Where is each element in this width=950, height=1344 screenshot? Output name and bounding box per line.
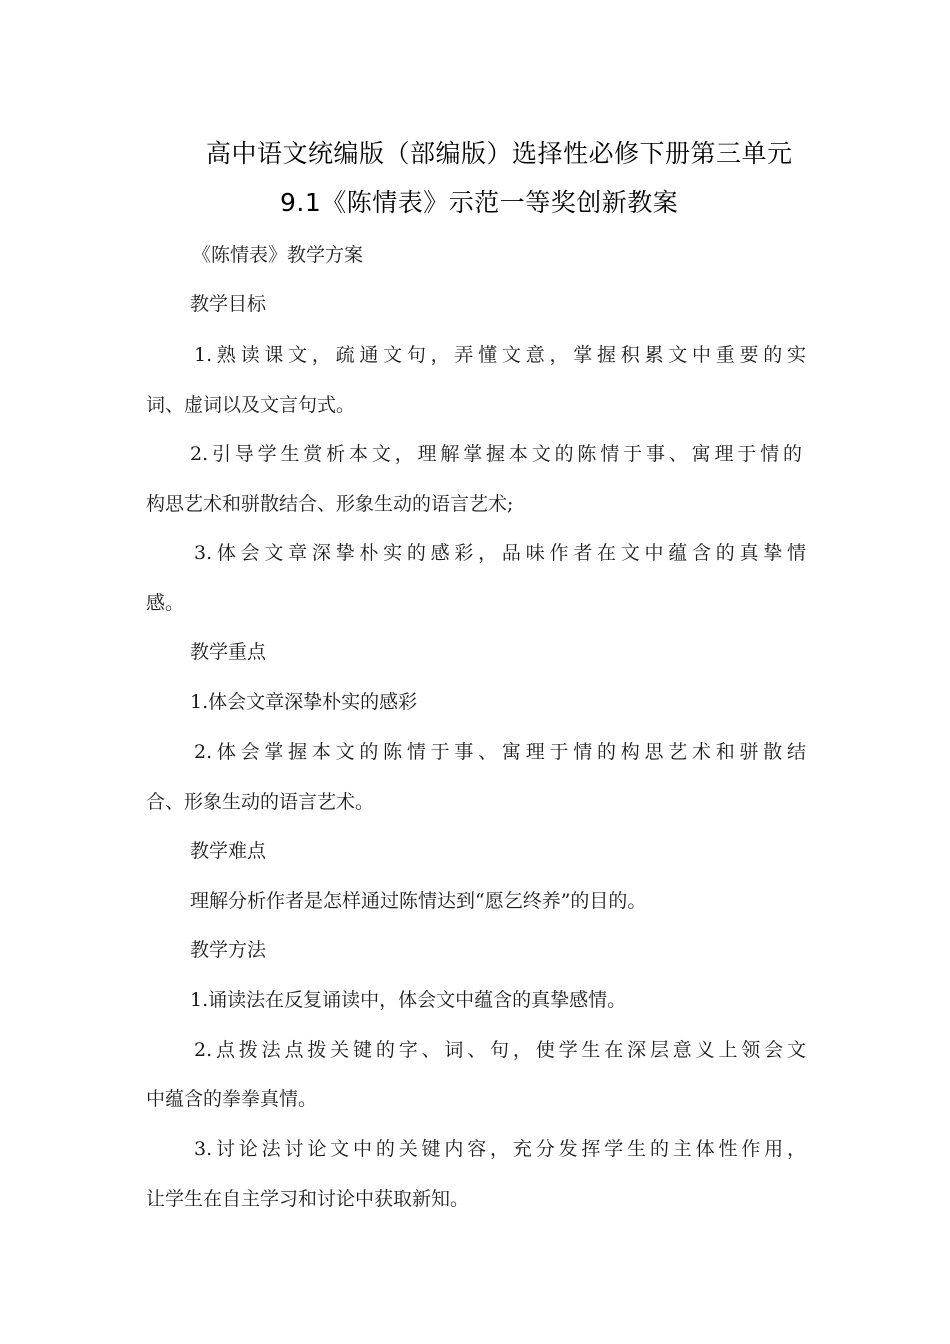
goals-item2-line1: 2.引导学生赏析本文，理解掌握本文的陈情于事、寓理于情的 bbox=[190, 443, 802, 465]
methods-item3-line1: 3.讨论法讨论文中的关键内容，充分发挥学生的主体性作用， bbox=[194, 1138, 806, 1160]
goals-item2-line2: 构思艺术和骈散结合、形象生动的语言艺术; bbox=[146, 493, 514, 515]
goals-item1-line2: 词、虚词以及文言句式。 bbox=[146, 394, 356, 416]
methods-heading: 教学方法 bbox=[190, 939, 267, 961]
document-subtitle: 《陈情表》教学方案 bbox=[192, 244, 364, 266]
difficulties-heading: 教学难点 bbox=[190, 840, 267, 862]
key-points-item1: 1.体会文章深挚朴实的感彩 bbox=[190, 691, 418, 713]
key-points-item2-line1: 2.体会掌握本文的陈情于事、寓理于情的构思艺术和骈散结 bbox=[194, 741, 806, 763]
goals-item3-line2: 感。 bbox=[146, 592, 185, 614]
key-points-item2-line2: 合、形象生动的语言艺术。 bbox=[146, 791, 375, 813]
document-title-line2: 9.1《陈情表》示范一等奖创新教案 bbox=[280, 188, 679, 217]
goals-item1-line1: 1.熟读课文，疏通文句，弄懂文意，掌握积累文中重要的实 bbox=[194, 344, 806, 366]
difficulties-item1: 理解分析作者是怎样通过陈情达到“愿乞终养”的目的。 bbox=[190, 890, 647, 912]
methods-item2-line2: 中蕴含的拳拳真情。 bbox=[146, 1088, 318, 1110]
methods-item3-line2: 让学生在自主学习和讨论中获取新知。 bbox=[146, 1188, 470, 1210]
goals-item3-line1: 3.体会文章深挚朴实的感彩，品味作者在文中蕴含的真挚情 bbox=[194, 542, 806, 564]
methods-item1: 1.诵读法在反复诵读中，体会文中蕴含的真挚感情。 bbox=[190, 989, 627, 1011]
goals-heading: 教学目标 bbox=[190, 293, 267, 315]
key-points-heading: 教学重点 bbox=[190, 641, 267, 663]
methods-item2-line1: 2.点拨法点拨关键的字、词、句，使学生在深层意义上领会文 bbox=[194, 1039, 806, 1061]
document-title-line1: 高中语文统编版（部编版）选择性必修下册第三单元 bbox=[206, 139, 793, 168]
